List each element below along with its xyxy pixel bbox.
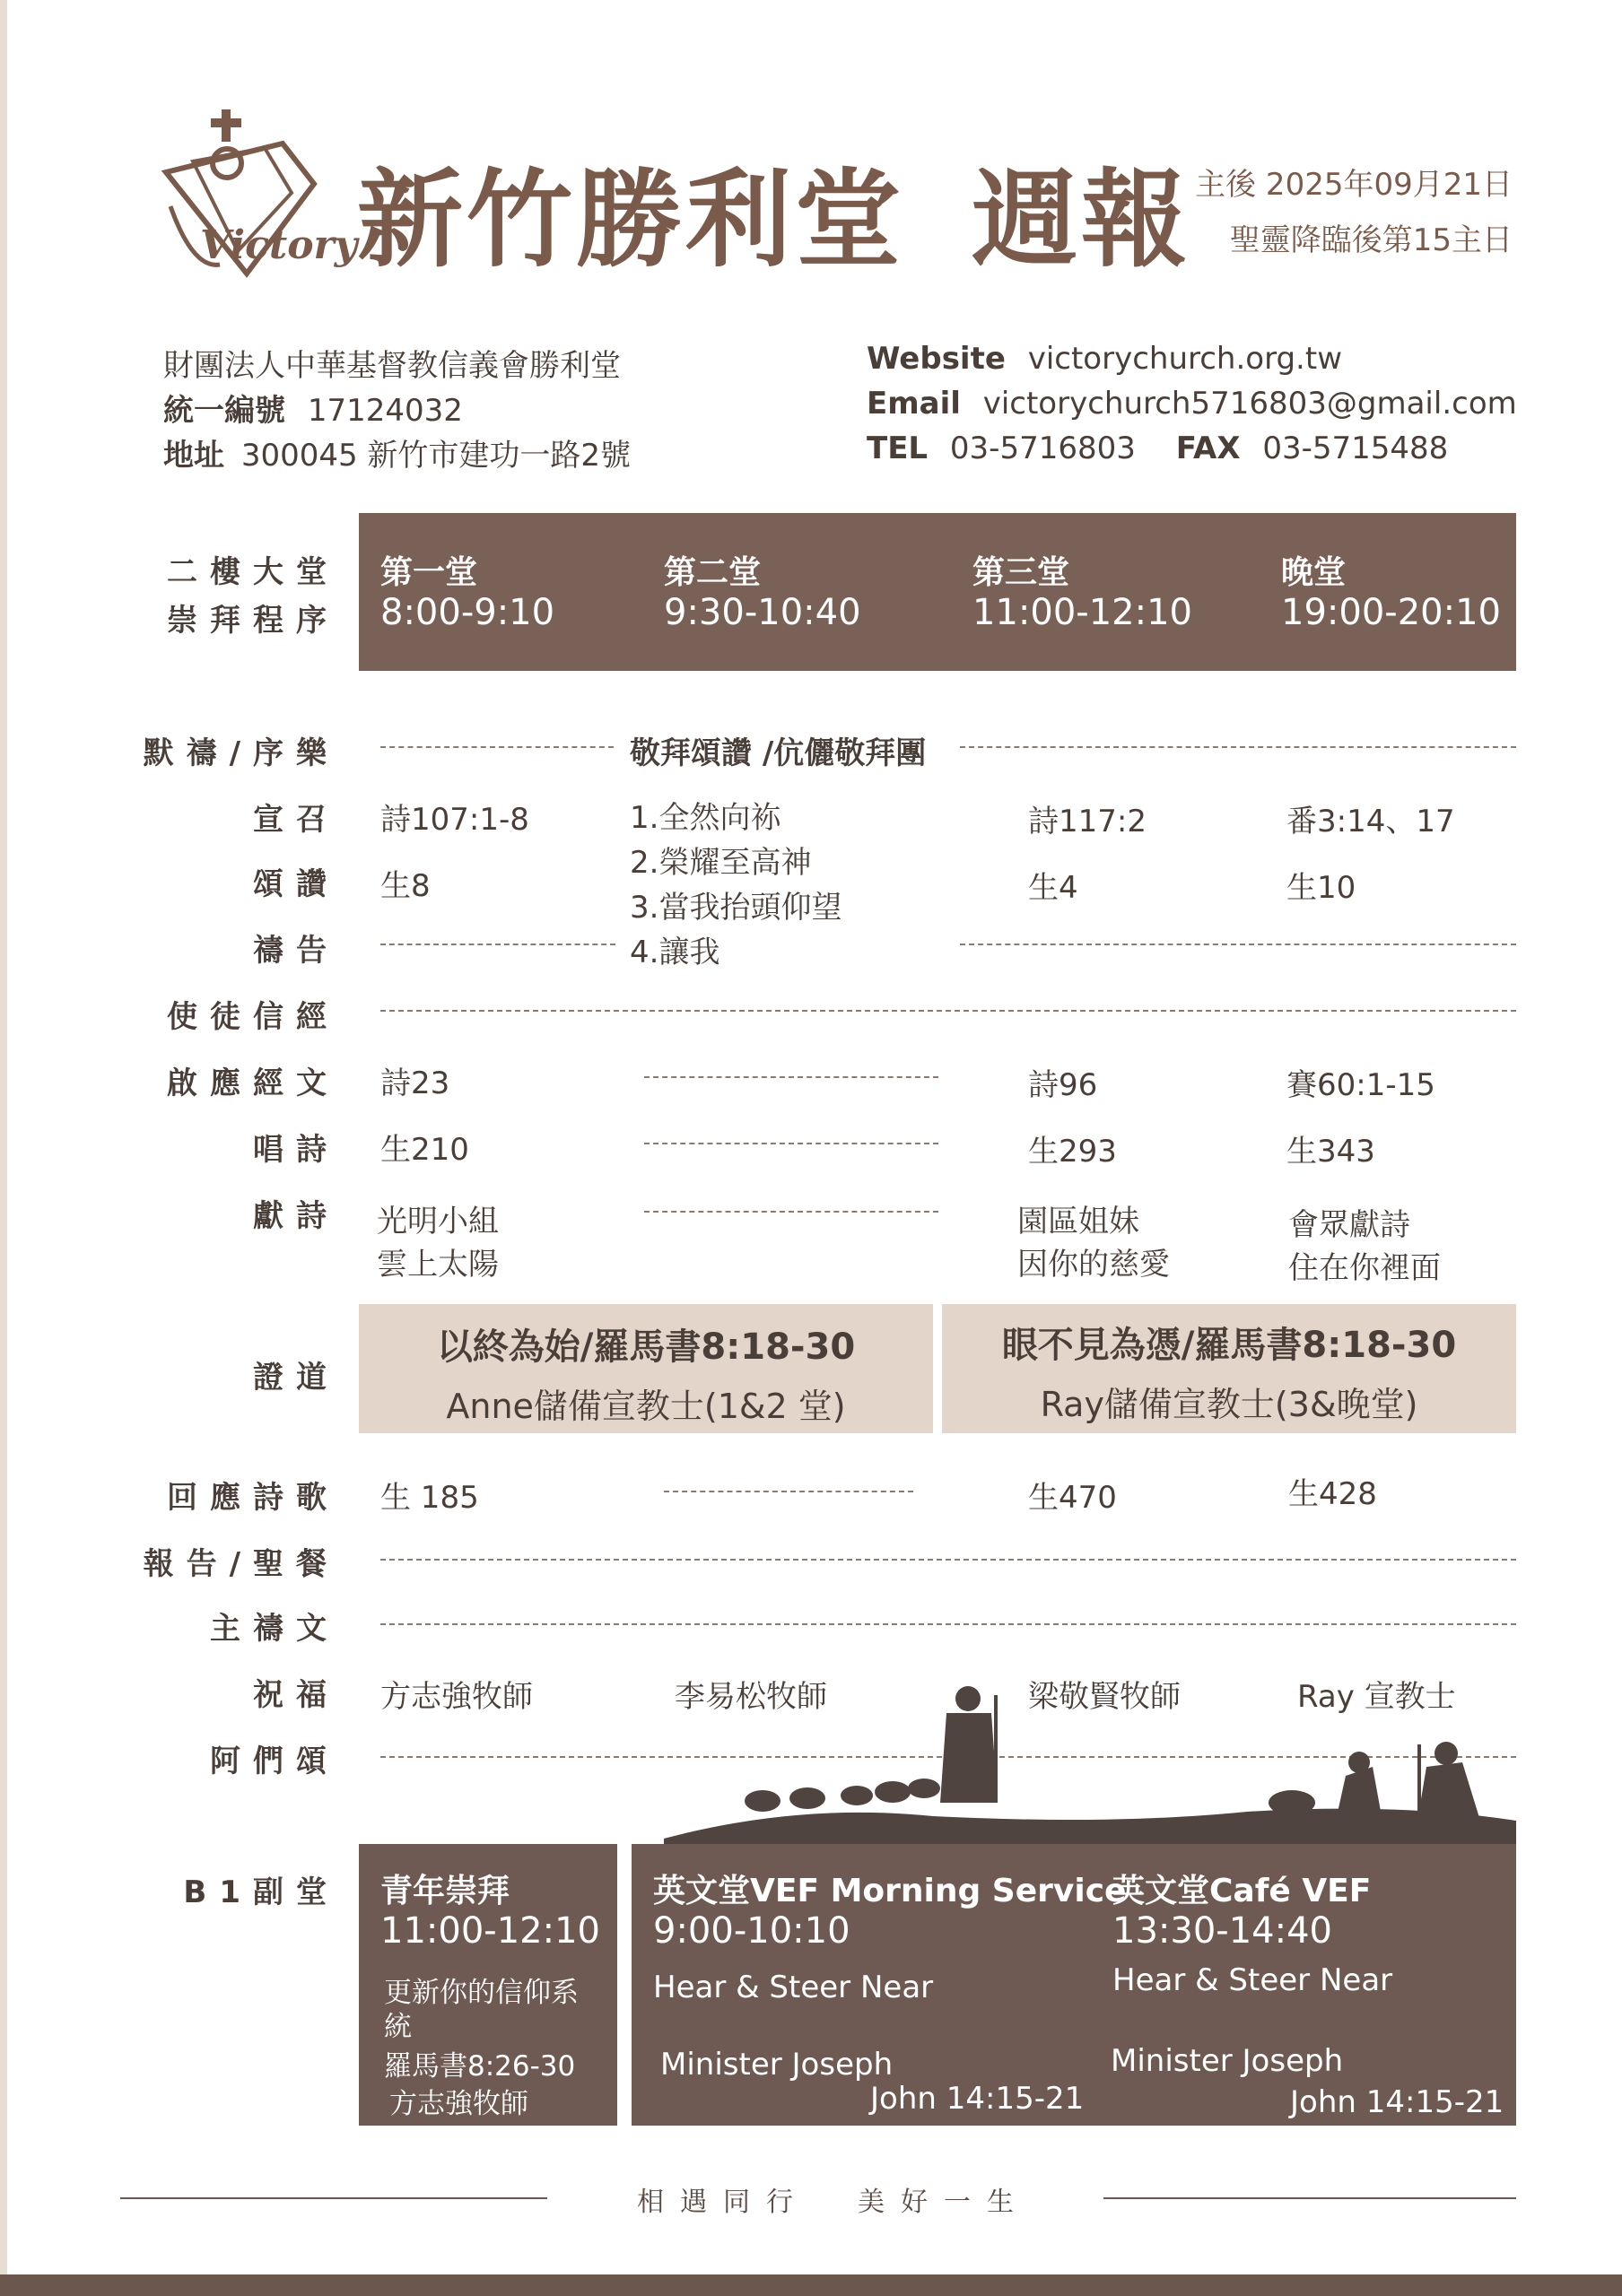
hymn-s1: 生210 (380, 1132, 469, 1168)
page-title (357, 135, 1190, 287)
tax-id-value: 17124032 (307, 393, 463, 429)
vef-morning-time: 9:00-10:10 (653, 1910, 850, 1952)
youth-line2: 統 (384, 2011, 412, 2043)
sermon-left-speaker: Anne儲備宣教士(1&2 堂) (446, 1387, 846, 1426)
label-responsive: 啟應經文 (167, 1065, 339, 1101)
footer-line-left (120, 2197, 547, 2199)
org-name: 財團法人中華基督教信義會勝利堂 (163, 348, 621, 384)
label-sermon: 證道 (253, 1360, 339, 1396)
schedule-label-line2: 崇拜程序 (167, 603, 339, 639)
shepherd-silhouette-icon (664, 1668, 1516, 1848)
vef-morning-title: 英文堂VEF Morning Service (653, 1873, 1127, 1909)
prelude-center: 敬拜頌讚 /伉儷敬拜團 (630, 735, 927, 771)
tel-label: TEL (867, 430, 929, 466)
blessing-s2: 李易松牧師 (675, 1679, 827, 1715)
service-4-name: 晚堂 (1281, 554, 1347, 591)
footer-motto-left: 相遇同行 (637, 2187, 809, 2218)
responsive-s4: 賽60:1-15 (1286, 1067, 1435, 1103)
season-line: 聖靈降臨後第15主日 (1229, 222, 1513, 258)
phone-fax (867, 430, 1448, 466)
praise-s4: 生10 (1286, 870, 1356, 906)
label-creed: 使徒信經 (167, 999, 339, 1035)
website-value[interactable]: victorychurch.org.tw (1027, 341, 1342, 377)
address (163, 430, 631, 474)
offering-s4-line2: 住在你裡面 (1288, 1250, 1441, 1286)
title-church: 新竹勝利堂 (357, 158, 905, 282)
praise-s1: 生8 (380, 868, 431, 904)
fax-label: FAX (1175, 430, 1241, 466)
vef-cafe-topic: Hear & Steer Near (1112, 1962, 1393, 1998)
offering-s3-line1: 園區姐妹 (1017, 1204, 1139, 1239)
blessing-s3: 梁敬賢牧師 (1028, 1679, 1181, 1715)
blessing-s1: 方志強牧師 (380, 1679, 533, 1715)
youth-line1: 更新你的信仰系 (384, 1977, 579, 2009)
address-label: 地址 (163, 438, 224, 474)
response-hymn-s4: 生428 (1288, 1476, 1377, 1512)
divider (380, 1010, 1516, 1012)
label-b1: B1副堂 (183, 1874, 339, 1910)
sermon-right-title: 眼不見為憑/羅馬書8:18-30 (1001, 1325, 1457, 1366)
service-1-name: 第一堂 (380, 554, 478, 591)
blessing-s4: Ray 宣教士 (1297, 1679, 1456, 1715)
worship-song-3: 3.當我抬頭仰望 (630, 890, 842, 926)
footer-motto-right: 美好一生 (858, 2187, 1030, 2218)
call-s3: 詩117:2 (1028, 804, 1147, 839)
divider (644, 1211, 938, 1213)
email (867, 386, 1517, 422)
youth-time: 11:00-12:10 (380, 1910, 600, 1952)
offering-s1-line1: 光明小組 (377, 1204, 499, 1239)
email-label: Email (867, 386, 961, 422)
email-value[interactable]: victorychurch5716803@gmail.com (982, 386, 1517, 422)
sermon-left-title: 以終為始/羅馬書8:18-30 (436, 1326, 856, 1368)
bottom-bar (0, 2274, 1622, 2296)
address-value: 300045 新竹市建功一路2號 (240, 438, 632, 474)
service-2-time: 9:30-10:40 (664, 592, 861, 633)
church-logo (157, 108, 358, 287)
service-3-name: 第三堂 (972, 554, 1070, 591)
label-praise: 頌讚 (253, 866, 339, 902)
responsive-s3: 詩96 (1028, 1067, 1098, 1103)
schedule-label-line1: 二樓大堂 (167, 554, 339, 590)
vef-cafe-speaker: Minister Joseph (1111, 2043, 1344, 2079)
vef-cafe-time: 13:30-14:40 (1112, 1910, 1332, 1952)
response-hymn-s1: 生 185 (380, 1480, 479, 1516)
fax-value: 03-5715488 (1262, 430, 1449, 466)
tax-id-label: 統一編號 (163, 393, 285, 429)
title-bulletin: 週報 (972, 158, 1191, 282)
response-hymn-s3: 生470 (1028, 1480, 1117, 1516)
call-s4: 番3:14、17 (1286, 804, 1455, 839)
service-4-time: 19:00-20:10 (1281, 592, 1501, 633)
youth-title: 青年崇拜 (380, 1873, 510, 1909)
tax-id (163, 386, 463, 430)
responsive-s1: 詩23 (380, 1065, 450, 1101)
sermon-box-right (942, 1304, 1516, 1433)
service-1-time: 8:00-9:10 (380, 592, 555, 633)
worship-song-4: 4.讓我 (630, 935, 720, 970)
tel-value: 03-5716803 (949, 430, 1136, 466)
footer-line-right (1103, 2197, 1516, 2199)
worship-song-2: 2.榮耀至高神 (630, 845, 812, 881)
divider (960, 746, 1516, 748)
worship-song-1: 1.全然向袮 (630, 800, 781, 836)
youth-line3: 羅馬書8:26-30 (384, 2050, 576, 2083)
date-line: 主後 2025年09月21日 (1195, 167, 1513, 203)
label-offering-song: 獻詩 (253, 1198, 339, 1234)
vef-cafe-title: 英文堂Café VEF (1112, 1873, 1372, 1909)
praise-s3: 生4 (1028, 870, 1078, 906)
hymn-s4: 生343 (1286, 1134, 1375, 1170)
sermon-box-left (359, 1304, 933, 1433)
divider (380, 1623, 1516, 1625)
divider (664, 1491, 913, 1492)
label-hymn: 唱詩 (253, 1132, 339, 1168)
vef-morning-topic: Hear & Steer Near (653, 1970, 934, 2005)
call-s1: 詩107:1-8 (380, 802, 529, 838)
label-call: 宣召 (253, 802, 339, 838)
sermon-right-speaker: Ray儲備宣教士(3&晚堂) (1040, 1385, 1418, 1424)
label-response-hymn: 回應詩歌 (167, 1480, 339, 1516)
service-3-time: 11:00-12:10 (972, 592, 1192, 633)
label-announce: 報告/聖餐 (143, 1546, 339, 1582)
divider (644, 1143, 938, 1144)
label-prelude: 默禱/序樂 (143, 735, 339, 771)
label-amen: 阿們頌 (210, 1744, 339, 1779)
offering-s3-line2: 因你的慈愛 (1017, 1247, 1170, 1283)
hymn-s3: 生293 (1028, 1134, 1117, 1170)
divider (380, 944, 615, 945)
website (867, 341, 1342, 377)
page-edge-strip (0, 0, 7, 2296)
label-lords-prayer: 主禱文 (210, 1611, 339, 1647)
label-prayer: 禱告 (253, 933, 339, 969)
divider (380, 746, 614, 748)
divider (380, 1559, 1516, 1561)
offering-s1-line2: 雲上太陽 (377, 1247, 499, 1283)
vef-morning-scripture: John 14:15-21 (870, 2081, 1085, 2117)
divider (960, 944, 1516, 945)
logo-wordmark: Victory (200, 222, 358, 268)
youth-line4: 方志強牧師 (389, 2088, 528, 2120)
website-label: Website (867, 341, 1006, 377)
vef-morning-speaker: Minister Joseph (660, 2047, 894, 2083)
offering-s4-line1: 會眾獻詩 (1288, 1207, 1410, 1243)
label-blessing: 祝福 (253, 1677, 339, 1713)
vef-cafe-scripture: John 14:15-21 (1290, 2084, 1504, 2120)
service-2-name: 第二堂 (664, 554, 762, 591)
divider (644, 1076, 938, 1078)
